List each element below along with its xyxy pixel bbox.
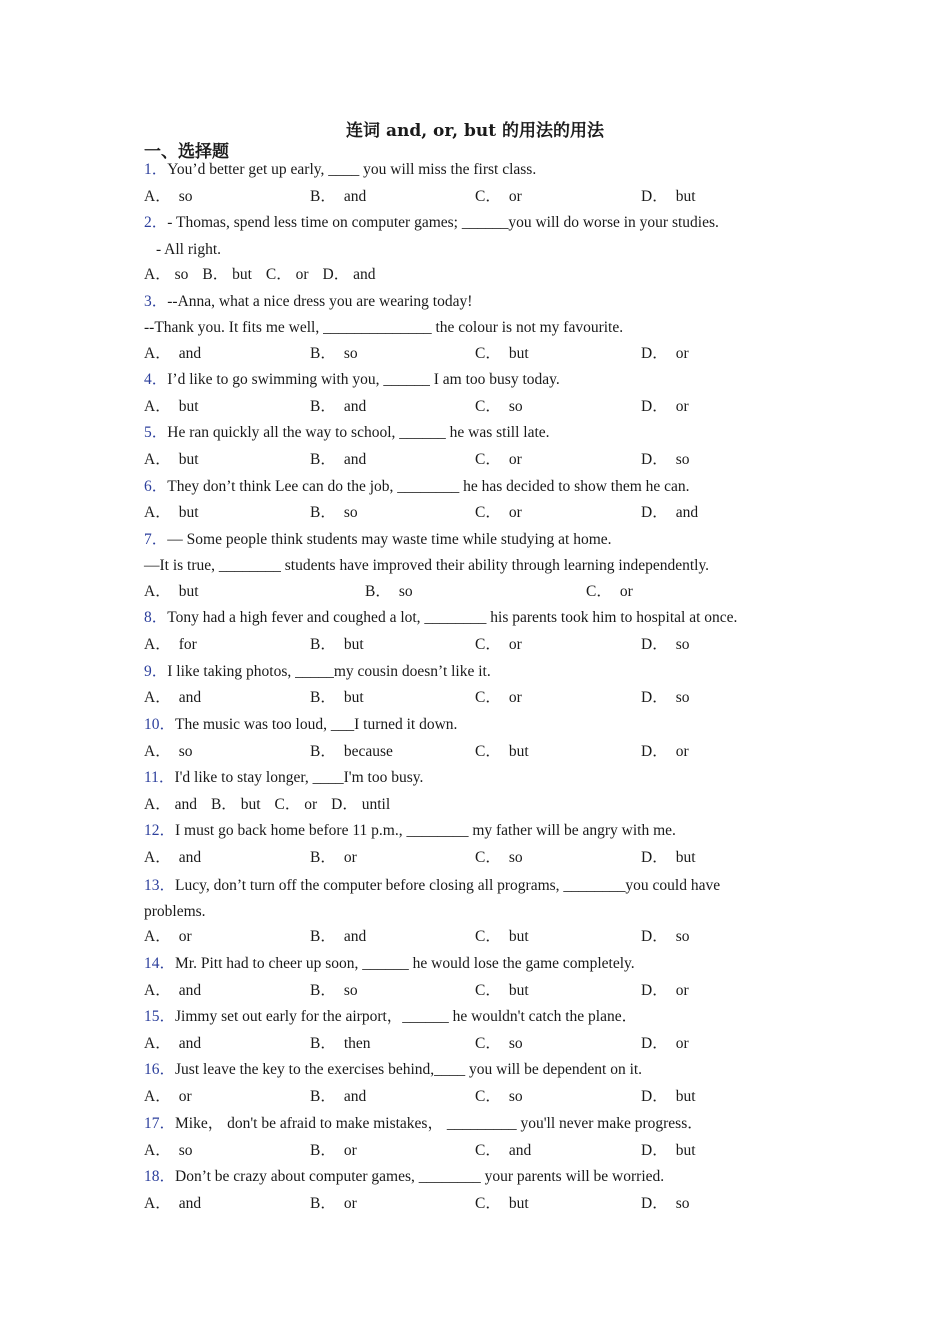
answer-option[interactable] <box>475 742 529 762</box>
option-letter: C． <box>475 398 501 415</box>
question-text: --Thank you. It fits me well, ______________ the colour is not my favourite. <box>144 319 624 336</box>
question-text: --Anna, what a nice dress you are wearing today! <box>167 293 473 310</box>
question-text: - Thomas, spend less time on computer games; ______you will do worse in your studies. <box>167 214 719 231</box>
option-letter: C． <box>475 1035 501 1052</box>
option-text: but <box>675 188 696 205</box>
answer-option[interactable] <box>144 187 193 207</box>
answer-option[interactable] <box>144 503 199 523</box>
option-letter: A． <box>144 928 171 945</box>
option-text: or <box>508 504 522 521</box>
option-letter: D． <box>641 982 668 999</box>
answer-option[interactable] <box>144 688 201 708</box>
question-17-stem-line <box>144 1114 703 1134</box>
question-text: Don’t be crazy about computer games, ________ your parents will be worried. <box>175 1168 665 1185</box>
option-letter: B． <box>310 1195 336 1212</box>
section-heading: 一、选择题 <box>144 142 229 162</box>
option-text: but <box>178 451 199 468</box>
option-text: and <box>343 188 367 205</box>
question-8-stem-line <box>144 608 737 628</box>
option-letter: A． <box>144 982 171 999</box>
question-number: 9． <box>144 663 168 680</box>
question-6-stem-line <box>144 477 690 497</box>
answer-option[interactable] <box>310 1141 357 1161</box>
option-letter: C． <box>475 689 501 706</box>
option-letter: C． <box>475 849 501 866</box>
question-number: 10． <box>144 716 176 733</box>
option-text: or <box>508 451 522 468</box>
question-number: 15． <box>144 1008 176 1025</box>
option-text: until <box>357 796 391 813</box>
option-letter: D． <box>641 398 668 415</box>
question-number: 13． <box>144 877 176 894</box>
answer-option[interactable] <box>475 848 523 868</box>
option-text: or <box>343 1142 357 1159</box>
answer-option[interactable] <box>144 582 199 602</box>
option-letter: B． <box>310 188 336 205</box>
answer-option[interactable] <box>310 450 366 470</box>
question-10-stem-line <box>144 715 457 735</box>
option-letter: A． <box>144 1035 171 1052</box>
question-11-options <box>144 795 844 815</box>
question-text: I’d like to go swimming with you, ______ I am too busy today. <box>167 371 560 388</box>
answer-option[interactable] <box>475 635 522 655</box>
option-letter: C． <box>274 796 301 813</box>
question-3-stem-line <box>144 292 472 312</box>
option-text: or <box>343 1195 357 1212</box>
option-letter: D． <box>641 345 668 362</box>
option-text: and <box>178 345 202 362</box>
answer-option[interactable] <box>310 742 393 762</box>
answer-option[interactable] <box>144 450 199 470</box>
option-letter: D． <box>322 266 350 283</box>
answer-option[interactable] <box>475 503 522 523</box>
answer-option[interactable] <box>641 397 689 417</box>
question-5-options <box>144 450 844 470</box>
answer-option[interactable] <box>323 266 376 283</box>
option-text: but <box>343 689 364 706</box>
question-16-stem-line <box>144 1060 642 1080</box>
answer-option[interactable] <box>475 688 522 708</box>
option-text: but <box>508 982 529 999</box>
answer-option[interactable] <box>275 796 318 813</box>
answer-option[interactable] <box>641 503 698 523</box>
question-number: 1． <box>144 161 168 178</box>
question-7-stem-line <box>144 556 709 576</box>
question-number: 12． <box>144 822 176 839</box>
question-6-options <box>144 503 844 523</box>
answer-option[interactable] <box>144 1087 192 1107</box>
question-16-options <box>144 1087 844 1107</box>
question-text: Just leave the key to the exercises behind,____ you will be dependent on it. <box>175 1061 643 1078</box>
option-letter: D． <box>641 743 668 760</box>
answer-option[interactable] <box>144 1034 201 1054</box>
option-letter: C． <box>265 266 292 283</box>
answer-option[interactable] <box>641 848 696 868</box>
option-letter: D． <box>641 188 668 205</box>
answer-option[interactable] <box>586 582 633 602</box>
option-text: but <box>178 504 199 521</box>
question-text: Mike， don't be afraid to make mistakes， _________ you'll never make progress． <box>175 1115 703 1132</box>
answer-option[interactable] <box>310 344 358 364</box>
option-letter: A． <box>144 1142 171 1159</box>
option-text: so <box>178 743 193 760</box>
option-text: or <box>178 928 192 945</box>
question-number: 14． <box>144 955 176 972</box>
question-14-options <box>144 981 844 1001</box>
option-letter: B． <box>310 982 336 999</box>
option-letter: B． <box>310 849 336 866</box>
option-letter: D． <box>641 504 668 521</box>
option-letter: C． <box>475 188 501 205</box>
question-14-stem-line <box>144 954 635 974</box>
option-letter: D． <box>641 1195 668 1212</box>
option-text: or <box>675 1035 689 1052</box>
answer-option[interactable] <box>641 742 689 762</box>
option-letter: D． <box>641 1088 668 1105</box>
question-1-stem-line <box>144 160 536 180</box>
option-text: but <box>508 1195 529 1212</box>
option-letter: A． <box>144 583 171 600</box>
question-text: Mr. Pitt had to cheer up soon, ______ he would lose the game completely. <box>175 955 635 972</box>
option-letter: B． <box>210 796 237 813</box>
question-number: 17． <box>144 1115 176 1132</box>
option-text: or <box>291 266 309 283</box>
answer-option[interactable] <box>641 1087 696 1107</box>
answer-option[interactable] <box>144 1141 193 1161</box>
answer-option[interactable] <box>310 503 358 523</box>
option-text: so <box>675 451 690 468</box>
answer-option[interactable] <box>641 635 690 655</box>
option-text: but <box>675 849 696 866</box>
option-letter: B． <box>310 451 336 468</box>
option-letter: A． <box>144 1195 171 1212</box>
question-4-options <box>144 397 844 417</box>
option-letter: A． <box>144 345 171 362</box>
question-2-stem-line <box>156 240 221 260</box>
answer-option[interactable] <box>475 981 529 1001</box>
question-7-stem-line <box>144 530 612 550</box>
question-number: 3． <box>144 293 168 310</box>
answer-option[interactable] <box>641 1034 689 1054</box>
option-text: but <box>343 636 364 653</box>
option-text: but <box>178 583 199 600</box>
option-text: and <box>178 982 202 999</box>
option-letter: C． <box>475 1195 501 1212</box>
question-9-stem-line <box>144 662 491 682</box>
option-text: but <box>236 796 261 813</box>
option-text: so <box>398 583 413 600</box>
question-17-options <box>144 1141 844 1161</box>
answer-option[interactable] <box>475 344 529 364</box>
option-letter: C． <box>475 1088 501 1105</box>
option-text: and <box>178 1195 202 1212</box>
question-text: problems. <box>144 903 206 920</box>
answer-option[interactable] <box>331 796 390 813</box>
option-text: or <box>343 849 357 866</box>
option-letter: C． <box>475 982 501 999</box>
question-number: 6． <box>144 478 168 495</box>
question-4-stem-line <box>144 370 560 390</box>
answer-option[interactable] <box>144 848 201 868</box>
question-13-options <box>144 927 844 947</box>
option-text: so <box>675 1195 690 1212</box>
option-text: so <box>343 504 358 521</box>
option-text: and <box>178 849 202 866</box>
question-3-options <box>144 344 844 364</box>
question-number: 7． <box>144 531 168 548</box>
option-text: and <box>170 796 197 813</box>
answer-option[interactable] <box>475 1034 523 1054</box>
option-letter: B． <box>365 583 391 600</box>
option-letter: B． <box>310 1035 336 1052</box>
option-text: but <box>228 266 252 283</box>
option-letter: A． <box>144 1088 171 1105</box>
answer-option[interactable] <box>641 450 690 470</box>
question-text: Tony had a high fever and coughed a lot, ________ his parents took him to hospital at once. <box>167 609 738 626</box>
answer-option[interactable] <box>144 1194 201 1214</box>
option-letter: B． <box>310 1142 336 1159</box>
option-letter: B． <box>310 743 336 760</box>
question-12-stem-line <box>144 821 676 841</box>
option-text: and <box>178 689 202 706</box>
answer-option[interactable] <box>475 187 522 207</box>
option-text: and <box>349 266 376 283</box>
option-letter: A． <box>144 689 171 706</box>
option-letter: B． <box>310 636 336 653</box>
option-text: so <box>178 1142 193 1159</box>
question-13-stem-line <box>144 876 720 896</box>
option-text: or <box>508 636 522 653</box>
option-text: for <box>178 636 197 653</box>
answer-option[interactable] <box>475 1194 529 1214</box>
option-text: or <box>619 583 633 600</box>
question-18-options <box>144 1194 844 1214</box>
option-letter: A． <box>144 188 171 205</box>
option-letter: D． <box>641 1142 668 1159</box>
option-text: or <box>178 1088 192 1105</box>
question-2-options <box>144 265 844 285</box>
answer-option[interactable] <box>310 187 366 207</box>
answer-option[interactable] <box>310 397 366 417</box>
option-letter: A． <box>144 451 171 468</box>
option-text: then <box>343 1035 371 1052</box>
option-text: so <box>508 849 523 866</box>
answer-option[interactable] <box>144 796 197 813</box>
option-text: or <box>675 345 689 362</box>
option-letter: A． <box>144 849 171 866</box>
answer-option[interactable] <box>144 344 201 364</box>
question-text: Lucy, don’t turn off the computer before closing all programs, ________you could have <box>175 877 721 894</box>
option-text: or <box>508 188 522 205</box>
option-letter: B． <box>310 345 336 362</box>
answer-option[interactable] <box>475 1141 531 1161</box>
question-text: The music was too loud, ___I turned it down. <box>175 716 458 733</box>
question-15-options <box>144 1034 844 1054</box>
option-letter: C． <box>475 928 501 945</box>
option-letter: D． <box>641 928 668 945</box>
option-letter: C． <box>475 1142 501 1159</box>
option-text: but <box>675 1142 696 1159</box>
question-text: I must go back home before 11 p.m., ________ my father will be angry with me. <box>175 822 676 839</box>
option-text: but <box>178 398 199 415</box>
option-letter: A． <box>144 796 171 813</box>
answer-option[interactable] <box>641 344 689 364</box>
option-text: and <box>508 1142 532 1159</box>
question-7-options <box>144 582 844 602</box>
option-letter: A． <box>144 743 171 760</box>
option-text: but <box>508 345 529 362</box>
option-text: and <box>675 504 699 521</box>
option-letter: C． <box>475 451 501 468</box>
option-text: and <box>343 928 367 945</box>
option-text: or <box>675 743 689 760</box>
option-text: so <box>508 1088 523 1105</box>
option-letter: B． <box>202 266 229 283</box>
option-letter: D． <box>331 796 358 813</box>
option-text: so <box>343 345 358 362</box>
question-11-stem-line <box>144 768 423 788</box>
question-text: — Some people think students may waste time while studying at home. <box>167 531 612 548</box>
answer-option[interactable] <box>202 266 252 283</box>
option-text: because <box>343 743 393 760</box>
option-letter: C． <box>475 345 501 362</box>
answer-option[interactable] <box>310 927 366 947</box>
question-13-stem-line <box>144 902 206 922</box>
answer-option[interactable] <box>310 1194 357 1214</box>
option-letter: C． <box>475 743 501 760</box>
question-1-options <box>144 187 844 207</box>
question-text: They don’t think Lee can do the job, ________ he has decided to show them he can. <box>167 478 690 495</box>
question-number: 5． <box>144 424 168 441</box>
question-text: —It is true, ________ students have improved their ability through learning independently. <box>144 557 710 574</box>
option-text: so <box>170 266 189 283</box>
option-letter: B． <box>310 504 336 521</box>
option-text: so <box>343 982 358 999</box>
answer-option[interactable] <box>310 635 364 655</box>
question-5-stem-line <box>144 423 550 443</box>
question-3-stem-line <box>144 318 623 338</box>
question-number: 2． <box>144 214 168 231</box>
answer-option[interactable] <box>475 927 529 947</box>
page-title: 连词 and, or, but 的用法的用法 <box>346 121 604 141</box>
question-text: You’d better get up early, ____ you will miss the first class. <box>167 161 537 178</box>
question-number: 4． <box>144 371 168 388</box>
option-text: so <box>508 1035 523 1052</box>
answer-option[interactable] <box>365 582 413 602</box>
question-number: 18． <box>144 1168 176 1185</box>
question-text: - All right. <box>156 241 222 258</box>
question-2-stem-line <box>144 213 719 233</box>
question-number: 11． <box>144 769 175 786</box>
option-text: but <box>508 743 529 760</box>
option-text: but <box>675 1088 696 1105</box>
answer-option[interactable] <box>641 981 689 1001</box>
answer-option[interactable] <box>310 981 358 1001</box>
answer-option[interactable] <box>475 1087 523 1107</box>
question-12-options <box>144 848 844 868</box>
question-number: 16． <box>144 1061 176 1078</box>
answer-option[interactable] <box>144 266 188 283</box>
answer-option[interactable] <box>475 450 522 470</box>
option-text: or <box>508 689 522 706</box>
question-text: I'd like to stay longer, ____I'm too busy. <box>174 769 424 786</box>
answer-option[interactable] <box>641 1194 690 1214</box>
answer-option[interactable] <box>144 397 199 417</box>
option-letter: B． <box>310 1088 336 1105</box>
option-letter: D． <box>641 689 668 706</box>
question-text: I like taking photos, _____my cousin doesn’t like it. <box>167 663 491 680</box>
answer-option[interactable] <box>266 266 309 283</box>
question-text: He ran quickly all the way to school, ______ he was still late. <box>167 424 550 441</box>
option-letter: B． <box>310 689 336 706</box>
option-text: or <box>300 796 318 813</box>
option-text: and <box>343 451 367 468</box>
option-letter: C． <box>475 636 501 653</box>
answer-option[interactable] <box>475 397 523 417</box>
option-text: and <box>343 398 367 415</box>
option-letter: D． <box>641 849 668 866</box>
option-text: or <box>675 982 689 999</box>
option-letter: B． <box>310 398 336 415</box>
question-15-stem-line <box>144 1007 637 1027</box>
option-letter: B． <box>310 928 336 945</box>
answer-option[interactable] <box>144 981 201 1001</box>
question-number: 8． <box>144 609 168 626</box>
option-text: so <box>508 398 523 415</box>
option-text: so <box>675 928 690 945</box>
answer-option[interactable] <box>211 796 261 813</box>
answer-option[interactable] <box>144 927 192 947</box>
option-text: or <box>675 398 689 415</box>
answer-option[interactable] <box>310 848 357 868</box>
option-text: so <box>675 689 690 706</box>
option-letter: C． <box>586 583 612 600</box>
answer-option[interactable] <box>310 688 364 708</box>
option-letter: D． <box>641 451 668 468</box>
question-8-options <box>144 635 844 655</box>
answer-option[interactable] <box>641 927 690 947</box>
answer-option[interactable] <box>310 1034 371 1054</box>
option-text: so <box>675 636 690 653</box>
option-text: and <box>343 1088 367 1105</box>
answer-option[interactable] <box>144 635 197 655</box>
question-9-options <box>144 688 844 708</box>
answer-option[interactable] <box>641 688 690 708</box>
question-text: Jimmy set out early for the airport，______ he wouldn't catch the plane． <box>175 1008 638 1025</box>
option-text: so <box>178 188 193 205</box>
answer-option[interactable] <box>641 1141 696 1161</box>
option-letter: D． <box>641 636 668 653</box>
option-letter: D． <box>641 1035 668 1052</box>
answer-option[interactable] <box>144 742 193 762</box>
option-letter: A． <box>144 636 171 653</box>
option-letter: A． <box>144 504 171 521</box>
option-text: but <box>508 928 529 945</box>
option-letter: A． <box>144 398 171 415</box>
option-text: and <box>178 1035 202 1052</box>
question-18-stem-line <box>144 1167 664 1187</box>
answer-option[interactable] <box>641 187 696 207</box>
option-letter: C． <box>475 504 501 521</box>
answer-option[interactable] <box>310 1087 366 1107</box>
option-letter: A． <box>144 266 171 283</box>
question-10-options <box>144 742 844 762</box>
